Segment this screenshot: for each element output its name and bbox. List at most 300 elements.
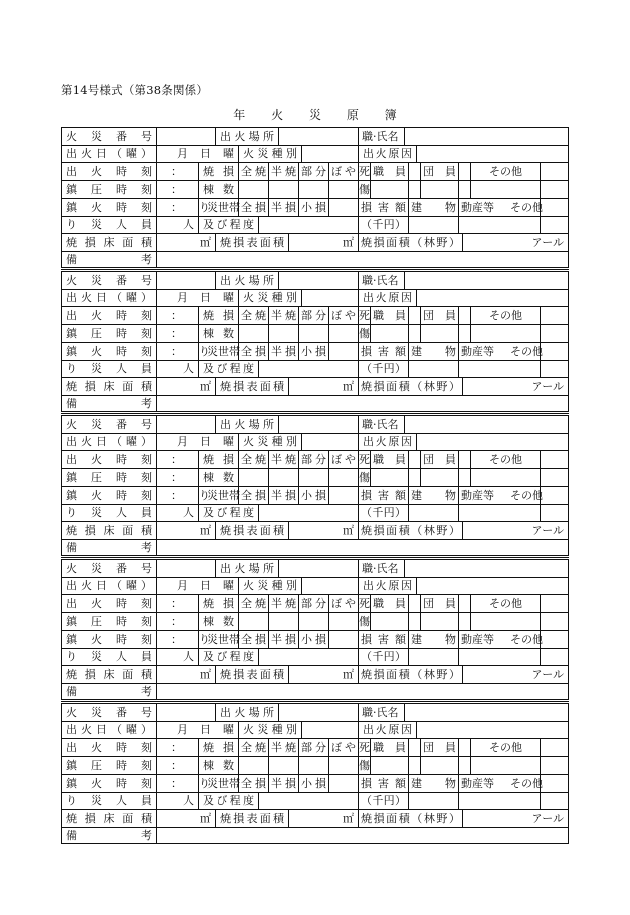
damage-blank[interactable] bbox=[328, 630, 358, 648]
extinguish-time-value[interactable] bbox=[186, 630, 198, 648]
fire-date-value[interactable] bbox=[156, 145, 238, 162]
forest-area-label: 焼 損 面 積 （ 林 野 ） bbox=[358, 377, 462, 395]
other-deaths-label: その他 bbox=[470, 306, 540, 324]
fire-time-label: 出 火 時 刻 bbox=[66, 164, 152, 178]
corps-injured-value[interactable] bbox=[420, 756, 458, 774]
day-label: 日 bbox=[200, 147, 211, 160]
day-label: 日 bbox=[200, 579, 211, 592]
form-number-label: 第14号様式（第38条関係） bbox=[61, 83, 209, 97]
forest-area-unit: アール bbox=[531, 523, 564, 537]
half-damage-label: 半 損 bbox=[268, 486, 298, 504]
fire-cause-value[interactable] bbox=[416, 433, 568, 450]
row-suppression-time bbox=[62, 180, 568, 199]
extinguish-time-label: 鎮 火 時 刻 bbox=[66, 632, 152, 646]
corps-deaths-value[interactable] bbox=[458, 306, 470, 324]
fire-time-colon: ： bbox=[156, 594, 186, 612]
floor-area-unit: ㎡ bbox=[200, 811, 211, 825]
corps-injured-value[interactable] bbox=[420, 612, 458, 630]
burned-buildings-label: 焼 損 bbox=[198, 738, 238, 756]
forest-area-value[interactable] bbox=[462, 521, 568, 539]
movables-label: 動 産 等 その他 bbox=[458, 198, 540, 216]
fire-type-value[interactable] bbox=[301, 433, 358, 450]
remarks-value[interactable] bbox=[156, 827, 568, 844]
suppression-time-value[interactable] bbox=[186, 468, 198, 486]
deaths-label: 死 bbox=[358, 162, 370, 180]
row-areas bbox=[62, 521, 568, 540]
fire-location-label: 出 火 場 所 bbox=[215, 416, 278, 433]
other-injured-value[interactable] bbox=[540, 180, 568, 198]
fire-number-value[interactable] bbox=[156, 416, 215, 433]
position-name-value[interactable] bbox=[404, 704, 568, 721]
fire-location-value[interactable] bbox=[278, 128, 358, 145]
partial-burn-count[interactable] bbox=[298, 468, 328, 486]
movables-damage-value[interactable] bbox=[458, 792, 540, 809]
partial-burn-count[interactable] bbox=[298, 612, 328, 630]
other-deaths-label: その他 bbox=[470, 162, 540, 180]
small-fire-count[interactable] bbox=[328, 612, 358, 630]
small-fire-count[interactable] bbox=[328, 180, 358, 198]
fire-type-value[interactable] bbox=[301, 289, 358, 306]
fire-cause-value[interactable] bbox=[416, 721, 568, 738]
extinguish-time-label: 鎮 火 時 刻 bbox=[66, 344, 152, 358]
fire-cause-value[interactable] bbox=[416, 289, 568, 306]
small-fire-label: ぼ や bbox=[328, 738, 358, 756]
others-damage-value[interactable] bbox=[540, 648, 568, 665]
victims-count[interactable] bbox=[156, 360, 198, 377]
fire-date-value[interactable] bbox=[156, 433, 238, 450]
fire-type-value[interactable] bbox=[301, 721, 358, 738]
damage-others-value[interactable] bbox=[540, 198, 568, 216]
remarks-value[interactable] bbox=[156, 251, 568, 268]
row-fire-time bbox=[62, 450, 568, 469]
fire-number-value[interactable] bbox=[156, 560, 215, 577]
floor-area-value[interactable] bbox=[156, 665, 215, 683]
damage-others-value[interactable] bbox=[540, 774, 568, 792]
floor-area-unit: ㎡ bbox=[200, 379, 211, 393]
suppression-time-value[interactable] bbox=[186, 612, 198, 630]
floor-area-unit: ㎡ bbox=[200, 523, 211, 537]
movables-label: 動 産 等 その他 bbox=[458, 486, 540, 504]
suppression-time-value[interactable] bbox=[186, 180, 198, 198]
fire-time-value[interactable] bbox=[186, 306, 198, 324]
remarks-label: 備 考 bbox=[66, 685, 152, 698]
staff-injured-extra[interactable] bbox=[408, 756, 420, 774]
deaths-label: 死 bbox=[358, 306, 370, 324]
fire-type-label: 火 災 種 別 bbox=[238, 721, 301, 738]
movables-damage-value[interactable] bbox=[458, 504, 540, 521]
forest-area-label: 焼 損 面 積 （ 林 野 ） bbox=[358, 521, 462, 539]
remarks-label: 備 考 bbox=[66, 397, 152, 410]
other-deaths-value[interactable] bbox=[540, 738, 568, 756]
half-burn-count[interactable] bbox=[268, 180, 298, 198]
damage-blank[interactable] bbox=[328, 198, 358, 216]
fire-record-block bbox=[61, 127, 569, 268]
person-suffix: 人 bbox=[183, 362, 194, 375]
victims-count[interactable] bbox=[156, 216, 198, 233]
partial-burn-label: 部 分 bbox=[298, 306, 328, 324]
person-suffix: 人 bbox=[183, 506, 194, 519]
person-suffix: 人 bbox=[183, 218, 194, 231]
forest-area-value[interactable] bbox=[462, 809, 568, 827]
month-label: 月 bbox=[177, 147, 188, 160]
buildings-damage-value[interactable] bbox=[408, 648, 458, 665]
burned-buildings-label: 焼 損 bbox=[198, 594, 238, 612]
thousand-yen-label: （ 千 円 ） bbox=[358, 216, 408, 233]
partial-burn-label: 部 分 bbox=[298, 738, 328, 756]
extent-label: 及 び 程 度 bbox=[198, 792, 258, 809]
half-burn-count[interactable] bbox=[268, 756, 298, 774]
position-name-value[interactable] bbox=[404, 128, 568, 145]
staff-injured-extra[interactable] bbox=[408, 324, 420, 342]
person-suffix: 人 bbox=[183, 650, 194, 663]
fire-cause-label: 出 火 原 因 bbox=[358, 577, 416, 594]
row-victims bbox=[62, 216, 568, 234]
half-burn-label: 半 焼 bbox=[268, 450, 298, 468]
extent-label: 及 び 程 度 bbox=[198, 648, 258, 665]
suppression-time-colon: ： bbox=[156, 324, 186, 342]
forest-area-value[interactable] bbox=[462, 665, 568, 683]
damage-blank[interactable] bbox=[328, 486, 358, 504]
fire-time-value[interactable] bbox=[186, 738, 198, 756]
corps-injured-value[interactable] bbox=[420, 324, 458, 342]
day-label: 日 bbox=[200, 723, 211, 736]
fire-number-label: 火 災 番 号 bbox=[66, 706, 152, 719]
other-injured-value[interactable] bbox=[540, 612, 568, 630]
row-remarks bbox=[62, 539, 568, 556]
extinguish-time-value[interactable] bbox=[186, 774, 198, 792]
forest-area-label: 焼 損 面 積 （ 林 野 ） bbox=[358, 233, 462, 251]
forest-area-unit: アール bbox=[531, 667, 564, 681]
victims-ri-label: り bbox=[198, 486, 206, 504]
row-victims bbox=[62, 792, 568, 810]
damage-amount-label: 損 害 額 bbox=[358, 486, 408, 504]
row-areas bbox=[62, 665, 568, 684]
surface-area-value[interactable] bbox=[288, 521, 358, 539]
injured-label: 傷 bbox=[358, 756, 370, 774]
burned-buildings-label: 焼 損 bbox=[198, 306, 238, 324]
staff-deaths-label: 職 員 bbox=[370, 594, 408, 612]
position-name-value[interactable] bbox=[404, 416, 568, 433]
total-burn-label: 全 焼 bbox=[238, 162, 268, 180]
corps-deaths-value[interactable] bbox=[458, 162, 470, 180]
half-burn-count[interactable] bbox=[268, 468, 298, 486]
fire-date-value[interactable] bbox=[156, 577, 238, 594]
row-extinguish-time bbox=[62, 342, 568, 361]
title-char-year: 年 bbox=[233, 108, 246, 122]
extinguish-time-colon: ： bbox=[156, 486, 186, 504]
position-name-label: 職·氏名 bbox=[358, 416, 404, 433]
victims-count[interactable] bbox=[156, 792, 198, 809]
staff-injured-value[interactable] bbox=[370, 324, 408, 342]
staff-injured-value[interactable] bbox=[370, 612, 408, 630]
fire-record-block bbox=[61, 703, 569, 844]
fire-number-value[interactable] bbox=[156, 128, 215, 145]
row-extinguish-time bbox=[62, 774, 568, 793]
buildings-label: 建 物 bbox=[408, 342, 458, 360]
floor-area-value[interactable] bbox=[156, 233, 215, 251]
injured-label: 傷 bbox=[358, 324, 370, 342]
movables-damage-value[interactable] bbox=[458, 648, 540, 665]
other-injured-label-cell[interactable] bbox=[470, 612, 540, 630]
fire-time-value[interactable] bbox=[186, 450, 198, 468]
corps-deaths-label: 団 員 bbox=[420, 738, 458, 756]
small-damage-label: 小 損 bbox=[298, 774, 328, 792]
victims-ri-label: り bbox=[198, 630, 206, 648]
row-fire-time bbox=[62, 162, 568, 181]
staff-injured-extra[interactable] bbox=[408, 180, 420, 198]
partial-burn-count[interactable] bbox=[298, 324, 328, 342]
title-char-2: 災 bbox=[308, 108, 321, 122]
other-injured-label-cell[interactable] bbox=[470, 756, 540, 774]
damage-others-value[interactable] bbox=[540, 630, 568, 648]
movables-damage-value[interactable] bbox=[458, 360, 540, 377]
damage-blank[interactable] bbox=[328, 342, 358, 360]
row-fire-number bbox=[62, 560, 568, 578]
extent-value[interactable] bbox=[258, 360, 358, 377]
fire-time-label: 出 火 時 刻 bbox=[66, 452, 152, 466]
floor-area-value[interactable] bbox=[156, 521, 215, 539]
staff-deaths-value[interactable] bbox=[408, 162, 420, 180]
small-damage-label: 小 損 bbox=[298, 342, 328, 360]
staff-deaths-label: 職 員 bbox=[370, 738, 408, 756]
half-burn-count[interactable] bbox=[268, 612, 298, 630]
damage-blank[interactable] bbox=[328, 774, 358, 792]
total-burn-count[interactable] bbox=[238, 612, 268, 630]
damage-amount-label: 損 害 額 bbox=[358, 774, 408, 792]
extent-value[interactable] bbox=[258, 216, 358, 233]
fire-location-value[interactable] bbox=[278, 704, 358, 721]
deaths-label: 死 bbox=[358, 450, 370, 468]
fire-register-forms bbox=[61, 127, 569, 844]
fire-type-value[interactable] bbox=[301, 145, 358, 162]
fire-date-value[interactable] bbox=[156, 289, 238, 306]
extent-value[interactable] bbox=[258, 648, 358, 665]
other-deaths-value[interactable] bbox=[540, 306, 568, 324]
fire-location-value[interactable] bbox=[278, 560, 358, 577]
floor-area-value[interactable] bbox=[156, 809, 215, 827]
surface-area-value[interactable] bbox=[288, 377, 358, 395]
others-damage-value[interactable] bbox=[540, 792, 568, 809]
buildings-label: 建 物 bbox=[408, 198, 458, 216]
remarks-value[interactable] bbox=[156, 539, 568, 556]
other-injured-label-cell[interactable] bbox=[470, 324, 540, 342]
surface-area-value[interactable] bbox=[288, 233, 358, 251]
victims-count[interactable] bbox=[156, 504, 198, 521]
row-fire-number bbox=[62, 704, 568, 722]
movables-damage-value[interactable] bbox=[458, 216, 540, 233]
extinguish-time-value[interactable] bbox=[186, 342, 198, 360]
forest-area-unit: アール bbox=[531, 811, 564, 825]
buildings-damage-value[interactable] bbox=[408, 792, 458, 809]
half-damage-label: 半 損 bbox=[268, 342, 298, 360]
floor-area-value[interactable] bbox=[156, 377, 215, 395]
extent-label: 及 び 程 度 bbox=[198, 360, 258, 377]
partial-burn-count[interactable] bbox=[298, 756, 328, 774]
floor-area-label: 焼 損 床 面 積 bbox=[66, 235, 152, 249]
surface-area-value[interactable] bbox=[288, 809, 358, 827]
corps-deaths-value[interactable] bbox=[458, 450, 470, 468]
fire-number-label: 火 災 番 号 bbox=[66, 418, 152, 431]
fire-time-label: 出 火 時 刻 bbox=[66, 308, 152, 322]
total-burn-count[interactable] bbox=[238, 180, 268, 198]
staff-injured-value[interactable] bbox=[370, 468, 408, 486]
small-fire-count[interactable] bbox=[328, 756, 358, 774]
position-name-label: 職·氏名 bbox=[358, 560, 404, 577]
corps-injured-extra[interactable] bbox=[458, 324, 470, 342]
extinguish-time-value[interactable] bbox=[186, 198, 198, 216]
small-fire-count[interactable] bbox=[328, 468, 358, 486]
extinguish-time-value[interactable] bbox=[186, 486, 198, 504]
remarks-value[interactable] bbox=[156, 683, 568, 700]
corps-injured-extra[interactable] bbox=[458, 468, 470, 486]
surface-area-value[interactable] bbox=[288, 665, 358, 683]
victims-prefix: り bbox=[66, 362, 77, 375]
weekday-label: 曜 bbox=[223, 723, 234, 736]
fire-number-value[interactable] bbox=[156, 704, 215, 721]
fire-date-label: 出 火 日 （ 曜 ） bbox=[66, 579, 152, 592]
extinguish-time-label: 鎮 火 時 刻 bbox=[66, 488, 152, 502]
others-damage-value[interactable] bbox=[540, 360, 568, 377]
staff-deaths-value[interactable] bbox=[408, 594, 420, 612]
staff-injured-value[interactable] bbox=[370, 756, 408, 774]
staff-injured-extra[interactable] bbox=[408, 612, 420, 630]
title-char-1: 火 bbox=[271, 108, 284, 122]
corps-deaths-value[interactable] bbox=[458, 738, 470, 756]
damage-others-label: その他 bbox=[510, 344, 543, 358]
staff-injured-value[interactable] bbox=[370, 180, 408, 198]
forest-area-value[interactable] bbox=[462, 233, 568, 251]
floor-area-label: 焼 損 床 面 積 bbox=[66, 811, 152, 825]
victim-households-label: 災 世 帯 bbox=[207, 776, 240, 790]
suppression-time-value[interactable] bbox=[186, 756, 198, 774]
small-fire-label: ぼ や bbox=[328, 306, 358, 324]
forest-area-unit: アール bbox=[531, 235, 564, 249]
fire-number-value[interactable] bbox=[156, 272, 215, 289]
buildings-damage-value[interactable] bbox=[408, 504, 458, 521]
small-fire-label: ぼ や bbox=[328, 450, 358, 468]
damage-others-value[interactable] bbox=[540, 486, 568, 504]
partial-burn-count[interactable] bbox=[298, 180, 328, 198]
total-burn-count[interactable] bbox=[238, 324, 268, 342]
half-burn-label: 半 焼 bbox=[268, 162, 298, 180]
position-name-value[interactable] bbox=[404, 560, 568, 577]
other-deaths-value[interactable] bbox=[540, 162, 568, 180]
other-injured-value[interactable] bbox=[540, 468, 568, 486]
extent-value[interactable] bbox=[258, 792, 358, 809]
row-fire-number bbox=[62, 128, 568, 146]
corps-deaths-value[interactable] bbox=[458, 594, 470, 612]
extent-value[interactable] bbox=[258, 504, 358, 521]
surface-area-unit: ㎡ bbox=[343, 667, 354, 681]
others-damage-value[interactable] bbox=[540, 504, 568, 521]
fire-cause-value[interactable] bbox=[416, 577, 568, 594]
fire-time-value[interactable] bbox=[186, 162, 198, 180]
others-damage-value[interactable] bbox=[540, 216, 568, 233]
building-count-label: 棟 数 bbox=[198, 468, 238, 486]
month-label: 月 bbox=[177, 435, 188, 448]
other-injured-value[interactable] bbox=[540, 756, 568, 774]
victim-households-label: 災 世 帯 bbox=[207, 200, 240, 214]
surface-area-unit: ㎡ bbox=[343, 811, 354, 825]
half-damage-label: 半 損 bbox=[268, 630, 298, 648]
damage-others-label: その他 bbox=[510, 488, 543, 502]
remarks-value[interactable] bbox=[156, 395, 568, 412]
surface-area-label: 焼 損 表 面 積 bbox=[215, 665, 288, 683]
extinguish-time-colon: ： bbox=[156, 198, 186, 216]
other-injured-label-cell[interactable] bbox=[470, 180, 540, 198]
fire-record-block bbox=[61, 271, 569, 412]
staff-deaths-value[interactable] bbox=[408, 306, 420, 324]
buildings-damage-value[interactable] bbox=[408, 360, 458, 377]
total-burn-count[interactable] bbox=[238, 756, 268, 774]
buildings-damage-value[interactable] bbox=[408, 216, 458, 233]
forest-area-label: 焼 損 面 積 （ 林 野 ） bbox=[358, 665, 462, 683]
suppression-time-value[interactable] bbox=[186, 324, 198, 342]
row-remarks bbox=[62, 683, 568, 700]
victim-households-label: 災 世 帯 bbox=[207, 488, 240, 502]
damage-amount-label: 損 害 額 bbox=[358, 630, 408, 648]
other-injured-label-cell[interactable] bbox=[470, 468, 540, 486]
fire-date-value[interactable] bbox=[156, 721, 238, 738]
half-burn-count[interactable] bbox=[268, 324, 298, 342]
floor-area-label: 焼 損 床 面 積 bbox=[66, 667, 152, 681]
fire-number-label: 火 災 番 号 bbox=[66, 130, 152, 143]
total-burn-count[interactable] bbox=[238, 468, 268, 486]
corps-injured-extra[interactable] bbox=[458, 180, 470, 198]
small-fire-count[interactable] bbox=[328, 324, 358, 342]
fire-time-value[interactable] bbox=[186, 594, 198, 612]
half-damage-label: 半 損 bbox=[268, 774, 298, 792]
other-deaths-value[interactable] bbox=[540, 450, 568, 468]
half-damage-label: 半 損 bbox=[268, 198, 298, 216]
corps-injured-extra[interactable] bbox=[458, 756, 470, 774]
floor-area-label: 焼 損 床 面 積 bbox=[66, 379, 152, 393]
suppression-time-colon: ： bbox=[156, 612, 186, 630]
forest-area-value[interactable] bbox=[462, 377, 568, 395]
victims-label: り 災 人 員 bbox=[66, 794, 152, 807]
corps-injured-value[interactable] bbox=[420, 468, 458, 486]
total-damage-label: 全 損 bbox=[238, 630, 268, 648]
victims-ri-label: り bbox=[198, 198, 206, 216]
corps-injured-extra[interactable] bbox=[458, 612, 470, 630]
fire-cause-label: 出 火 原 因 bbox=[358, 289, 416, 306]
staff-deaths-value[interactable] bbox=[408, 450, 420, 468]
staff-deaths-value[interactable] bbox=[408, 738, 420, 756]
buildings-label: 建 物 bbox=[408, 486, 458, 504]
row-remarks bbox=[62, 395, 568, 412]
fire-type-label: 火 災 種 別 bbox=[238, 145, 301, 162]
row-fire-date bbox=[62, 721, 568, 739]
fire-cause-value[interactable] bbox=[416, 145, 568, 162]
position-name-value[interactable] bbox=[404, 272, 568, 289]
fire-location-value[interactable] bbox=[278, 416, 358, 433]
row-fire-date bbox=[62, 577, 568, 595]
other-injured-value[interactable] bbox=[540, 324, 568, 342]
other-deaths-value[interactable] bbox=[540, 594, 568, 612]
fire-type-value[interactable] bbox=[301, 577, 358, 594]
corps-injured-value[interactable] bbox=[420, 180, 458, 198]
remarks-label: 備 考 bbox=[66, 253, 152, 266]
damage-others-value[interactable] bbox=[540, 342, 568, 360]
fire-location-label: 出 火 場 所 bbox=[215, 128, 278, 145]
movables-label: 動 産 等 その他 bbox=[458, 630, 540, 648]
staff-injured-extra[interactable] bbox=[408, 468, 420, 486]
fire-record-block bbox=[61, 559, 569, 700]
row-fire-date bbox=[62, 145, 568, 163]
victims-count[interactable] bbox=[156, 648, 198, 665]
fire-location-value[interactable] bbox=[278, 272, 358, 289]
fire-date-label: 出 火 日 （ 曜 ） bbox=[66, 435, 152, 448]
